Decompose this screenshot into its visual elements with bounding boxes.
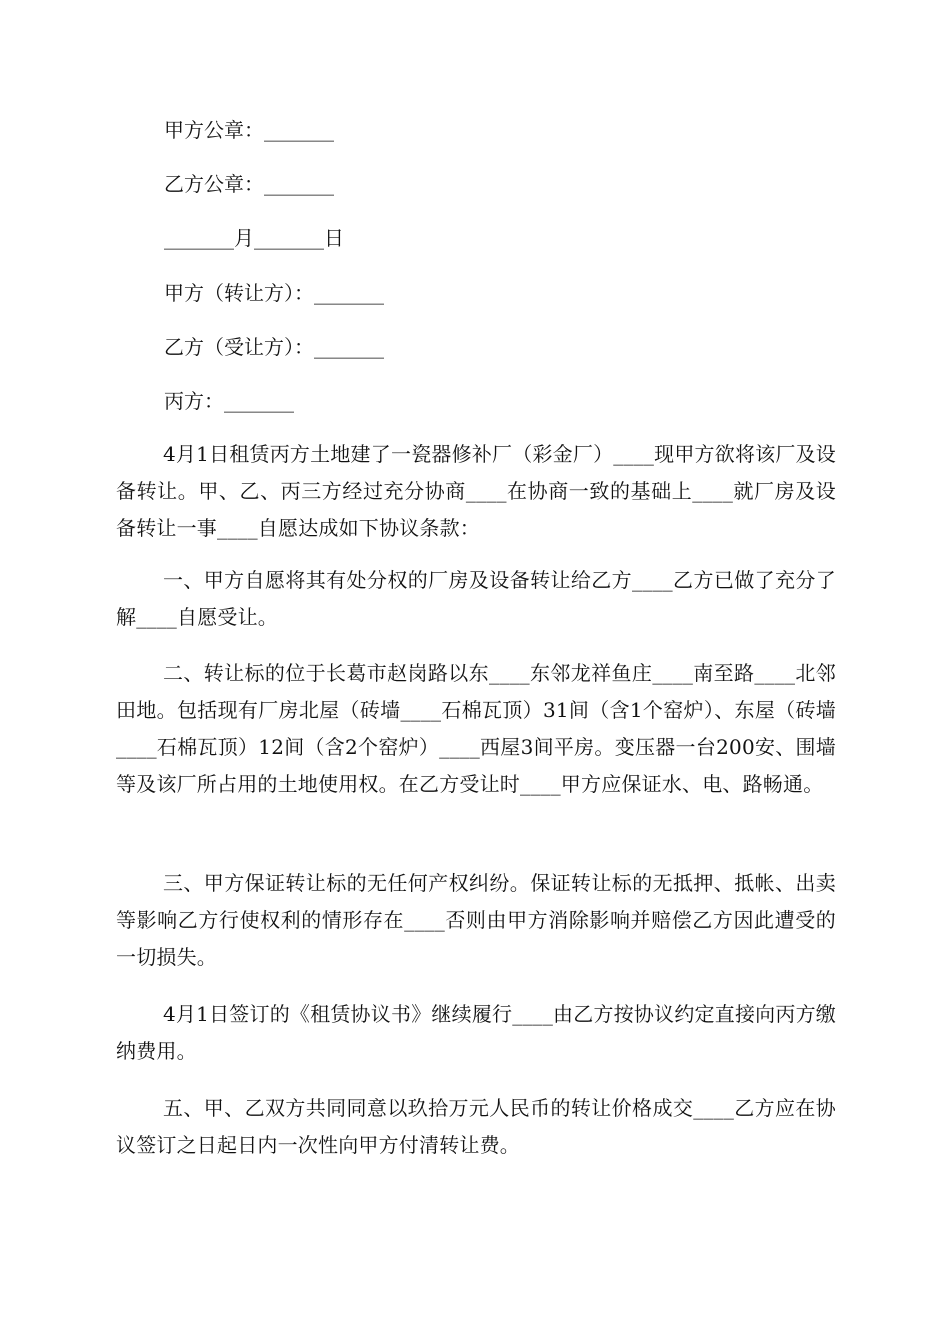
party-a-seal-line: 甲方公章：_______ bbox=[164, 118, 334, 142]
clause-five-paragraph: 五、甲、乙双方共同同意以玖拾万元人民币的转让价格成交____乙方应在协议签订之日起日内一次性向甲方付清转让费。 bbox=[116, 1096, 836, 1157]
clause-three-paragraph: 三、甲方保证转让标的无任何产权纠纷。保证转让标的无抵押、抵帐、出卖等影响乙方行使权利的情形存在____否则由甲方消除影响并赔偿乙方因此遭受的一切损失。 bbox=[116, 871, 836, 969]
intro-paragraph: 4月1日租赁丙方土地建了一瓷器修补厂（彩金厂）____现甲方欲将该厂及设备转让。甲、乙、丙三方经过充分协商____在协商一致的基础上____就厂房及设备转让一事____自愿达成如下协议条款： bbox=[116, 442, 836, 540]
clause-two-paragraph: 二、转让标的位于长葛市赵岗路以东____东邻龙祥鱼庄____南至路____北邻田地。包括现有厂房北屋（砖墙____石棉瓦顶）31间（含1个窑炉）、东屋（砖墙____石棉瓦顶）12间（含2个窑炉）____西屋3间平房。变压器一台200安、围墙等及该厂所占用的土地使用权。在乙方受让时____甲方应保证水、电、路畅通。 bbox=[116, 661, 836, 796]
party-a-transferor-line: 甲方（转让方）：_______ bbox=[164, 281, 384, 305]
party-b-seal-line: 乙方公章：_______ bbox=[164, 172, 334, 196]
party-c-line: 丙方：_______ bbox=[164, 389, 294, 413]
party-b-transferee-line: 乙方（受让方）：_______ bbox=[164, 335, 384, 359]
lease-continuation-paragraph: 4月1日签订的《租赁协议书》继续履行____由乙方按协议约定直接向丙方缴纳费用。 bbox=[116, 1002, 836, 1063]
clause-one-paragraph: 一、甲方自愿将其有处分权的厂房及设备转让给乙方____乙方已做了充分了解____自愿受让。 bbox=[116, 568, 836, 629]
date-line: _______月_______日 bbox=[164, 226, 344, 250]
